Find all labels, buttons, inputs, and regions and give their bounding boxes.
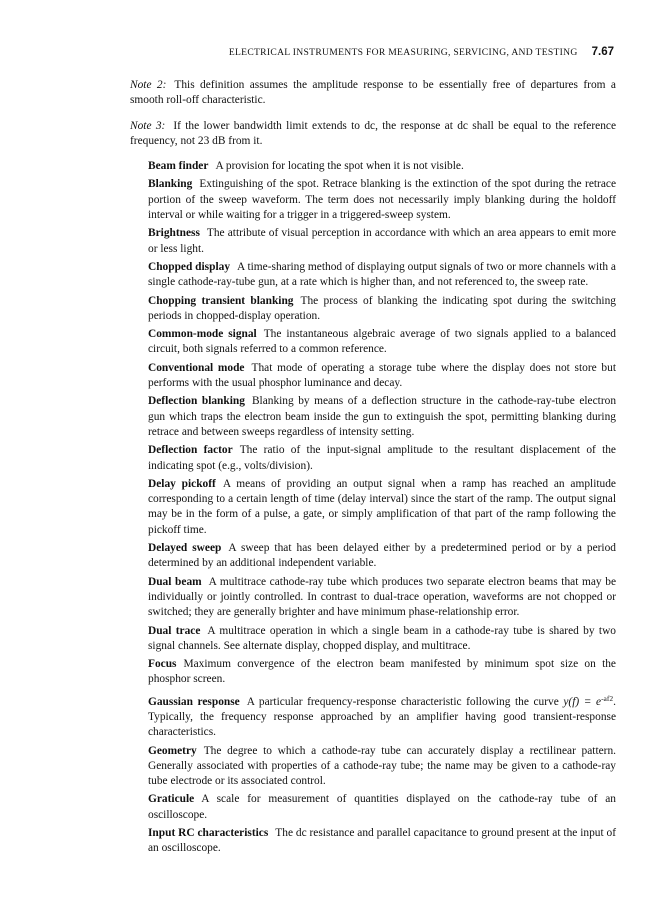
running-title: ELECTRICAL INSTRUMENTS FOR MEASURING, SERVICING, AND TESTING [228, 47, 578, 58]
glossary-entry-focus [148, 657, 616, 688]
definition-part: . Typically, the frequency response approached by an amplifier having good transient-response characteristics. [148, 695, 616, 739]
term: Delayed sweep [148, 542, 222, 555]
glossary-entry-common-mode-signal [148, 327, 616, 358]
page-number: 7.67 [591, 46, 614, 58]
glossary-entry-chopping-transient-blanking [148, 294, 616, 325]
definition: A time-sharing method of displaying output signals of two or more channels with a single cathode-ray-tube gun, at a rate which is higher than, and not referenced to, the sweep rate. [148, 260, 616, 289]
definition: The dc resistance and parallel capacitance to ground present at the input of an oscilloscope. [148, 827, 616, 855]
definition: That mode of operating a storage tube where the display does not store but performs with the usual phosphor luminance and decay. [148, 361, 616, 390]
definition: The ratio of the input-signal amplitude to the resultant displacement of the indicating spot (e.g., volts/division). [148, 444, 616, 472]
term: Brightness [148, 227, 200, 240]
term: Conventional mode [148, 361, 245, 374]
glossary-entry-delay-pickoff [148, 477, 616, 538]
note-3 [130, 119, 616, 150]
term: Dual beam [148, 575, 202, 588]
term: Delay pickoff [148, 477, 216, 490]
term: Focus [148, 658, 177, 671]
term: Geometry [148, 744, 197, 757]
term: Dual trace [148, 624, 201, 637]
formula: y(f) = e [563, 695, 602, 708]
glossary-entry-beam-finder [148, 159, 616, 174]
running-header [130, 46, 614, 58]
note-text: This definition assumes the amplitude response to be essentially free of departures from a smooth roll-off characteristic. [130, 79, 616, 107]
glossary-entry-geometry [148, 744, 616, 790]
page-body [130, 78, 616, 860]
term: Beam finder [148, 160, 209, 173]
note-2 [130, 78, 616, 109]
term: Input RC characteristics [148, 827, 269, 840]
glossary-entry-brightness [148, 226, 616, 257]
definition: A multitrace operation in which a single beam in a cathode-ray tube is shared by two signal channels. See alternate display, chopped display, and multitrace. [148, 624, 616, 652]
glossary-entry-conventional-mode [148, 361, 616, 392]
glossary-entry-deflection-blanking [148, 394, 616, 440]
glossary-entry-input-rc-characteristics [148, 826, 616, 857]
note-label: Note 3: [130, 119, 166, 132]
definition-part: A particular frequency-response characteristic following the curve [246, 695, 564, 708]
definition: A means of providing an output signal when a ramp has reached an amplitude corresponding to a certain length of time (delay interval) since the start of the ramp. The output signal may be in the form of a pulse, a gate, or simply amplification of that part of the ramp following the pickoff time. [148, 477, 616, 536]
definition: The process of blanking the indicating spot during the switching periods in chopped-display operation. [148, 294, 616, 322]
glossary-entry-chopped-display [148, 260, 616, 291]
definition: The degree to which a cathode-ray tube can accurately display a rectilinear pattern. Generally associated with properties of a cathode-ray tube; the name may be given to a cathode-ray tube electrode or its associated control. [148, 744, 616, 788]
term: Gaussian response [148, 695, 240, 708]
definition: A sweep that has been delayed either by a predetermined period or by a period determined by an additional independent variable. [148, 542, 616, 570]
definition: A multitrace cathode-ray tube which produces two separate electron beams that may be individually or jointly controlled. In contrast to dual-trace operation, waveforms are not chopped or switched; they are generally brighter and have minimum phase-relationship error. [148, 575, 616, 619]
term: Chopped display [148, 260, 231, 273]
term: Blanking [148, 178, 193, 191]
term: Graticule [148, 793, 195, 806]
term: Chopping transient blanking [148, 294, 294, 307]
note-text: If the lower bandwidth limit extends to dc, the response at dc shall be equal to the reference frequency, not 23 dB from it. [130, 119, 616, 147]
glossary-entry-deflection-factor [148, 443, 616, 474]
glossary-entry-dual-trace [148, 624, 616, 655]
definition: The attribute of visual perception in accordance with which an area appears to emit more or less light. [148, 227, 616, 255]
formula-exponent: -af2 [601, 693, 614, 703]
definition: A scale for measurement of quantities displayed on the cathode-ray tube of an oscilloscope. [148, 793, 616, 821]
definition: Maximum convergence of the electron beam manifested by minimum spot size on the phosphor screen. [148, 658, 616, 686]
glossary-entry-blanking [148, 177, 616, 223]
term: Deflection blanking [148, 395, 245, 408]
glossary-entry-dual-beam [148, 575, 616, 621]
definition: Blanking by means of a deflection structure in the cathode-ray-tube electron gun which traps the electron beam inside the gun to extinguish the spot, permitting blanking during retrace and between sweeps regardless of intensity setting. [148, 395, 617, 438]
glossary-entry-graticule [148, 792, 616, 823]
term: Common-mode signal [148, 328, 257, 341]
definition: A provision for locating the spot when it is not visible. [215, 160, 464, 173]
note-label: Note 2: [130, 79, 167, 91]
glossary-entry-delayed-sweep [148, 541, 616, 572]
definition: Extinguishing of the spot. Retrace blanking is the extinction of the spot during the retrace portion of the sweep waveform. The term does not necessarily imply blanking during the holdoff interval or while waiting for a trigger in a triggered-sweep system. [148, 178, 616, 222]
definition: The instantaneous algebraic average of two signals applied to a balanced circuit, both signals referred to a common reference. [148, 328, 616, 356]
glossary-list [130, 159, 616, 856]
term: Deflection factor [148, 444, 233, 457]
glossary-entry-gaussian-response [148, 691, 616, 741]
